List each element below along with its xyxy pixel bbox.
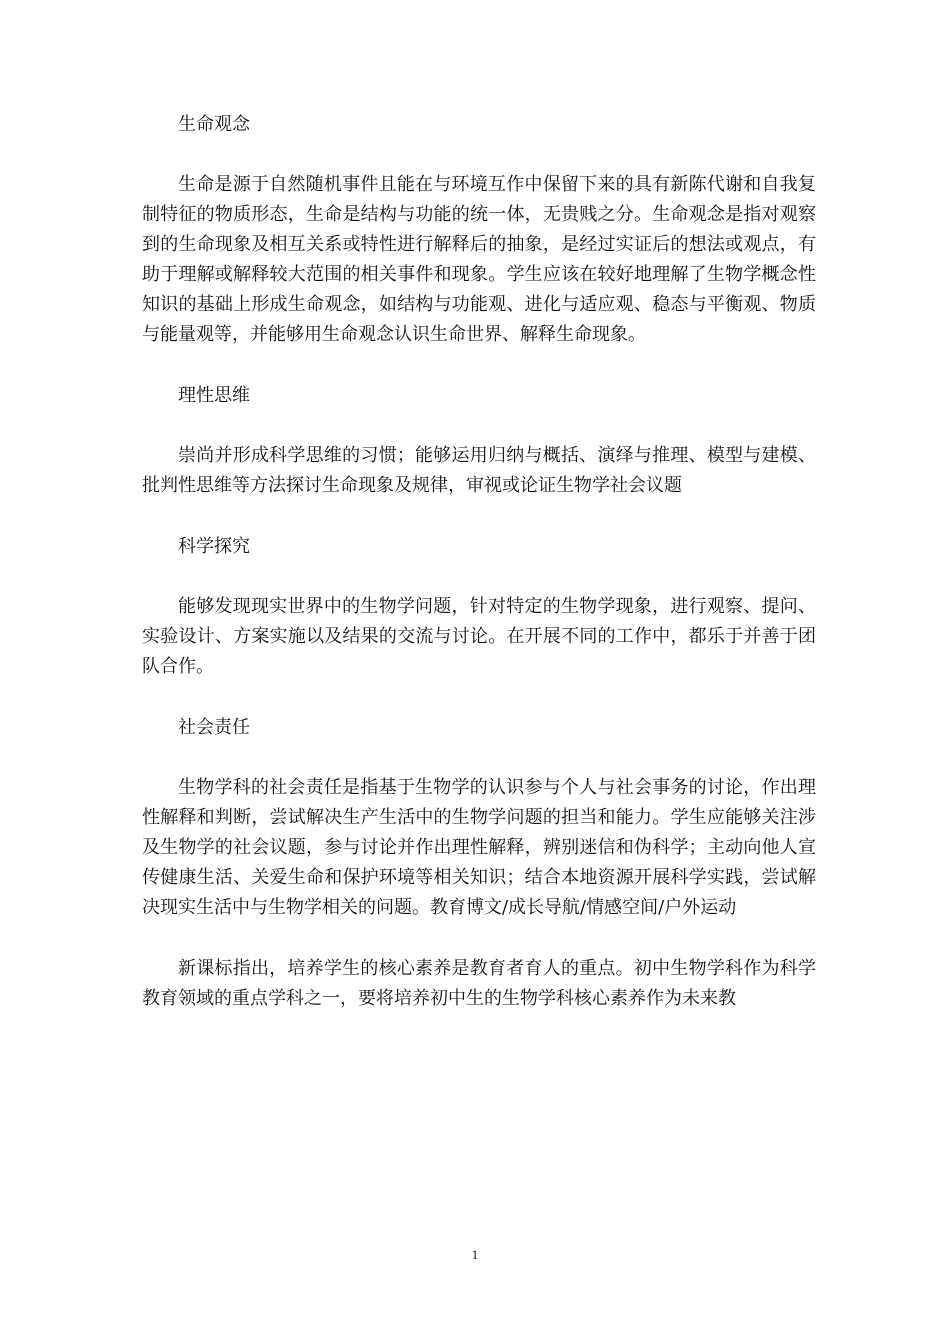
section-heading-scientific-inquiry: 科学探究 xyxy=(178,536,250,557)
section-heading-social-responsibility: 社会责任 xyxy=(178,717,250,738)
section-paragraph-scientific-inquiry: 能够发现现实世界中的生物学问题，针对特定的生物学现象，进行观察、提问、实验设计、方案实施以及结果的交流与讨论。在开展不同的工作中，都乐于并善于团队合作。 xyxy=(142,596,816,677)
section-paragraph-social-responsibility: 生物学科的社会责任是指基于生物学的认识参与个人与社会事务的讨论，作出理性解释和判断，尝试解决生产生活中的生物学问题的担当和能力。学生应能够关注涉及生物学的社会议题，参与讨论并作出理性解释，辨别迷信和伪科学；主动向他人宣传健康生活、关爱生命和保护环境等相关知识；结合本地资源开展科学实践，尝试解决现实生活中与生物学相关的问题。教育博文/成长导航/情感空间/户外运动 xyxy=(142,777,816,918)
section-paragraph-life-concept: 生命是源于自然随机事件且能在与环境互作中保留下来的具有新陈代谢和自我复制特征的物质形态，生命是结构与功能的统一体，无贵贱之分。生命观念是指对观察到的生命现象及相互关系或特性进行解释后的抽象，是经过实证后的想法或观点，有助于理解或解释较大范围的相关事件和现象。学生应该在较好地理解了生物学概念性知识的基础上形成生命观念，如结构与功能观、进化与适应观、稳态与平衡观、物质与能量观等，并能够用生命观念认识生命世界、解释生命现象。 xyxy=(142,174,816,345)
page-number: 1 xyxy=(471,1247,479,1262)
section-paragraph-rational-thinking: 崇尚并形成科学思维的习惯；能够运用归纳与概括、演绎与推理、模型与建模、批判性思维等方法探讨生命现象及规律，审视或论证生物学社会议题 xyxy=(142,445,816,496)
section-heading-rational-thinking: 理性思维 xyxy=(178,385,250,406)
document-body xyxy=(142,110,816,1014)
section-heading-life-concept: 生命观念 xyxy=(178,114,250,135)
closing-paragraph: 新课标指出，培养学生的核心素养是教育者育人的重点。初中生物学科作为科学教育领域的重点学科之一，要将培养初中生的生物学科核心素养作为未来教 xyxy=(142,958,816,1009)
